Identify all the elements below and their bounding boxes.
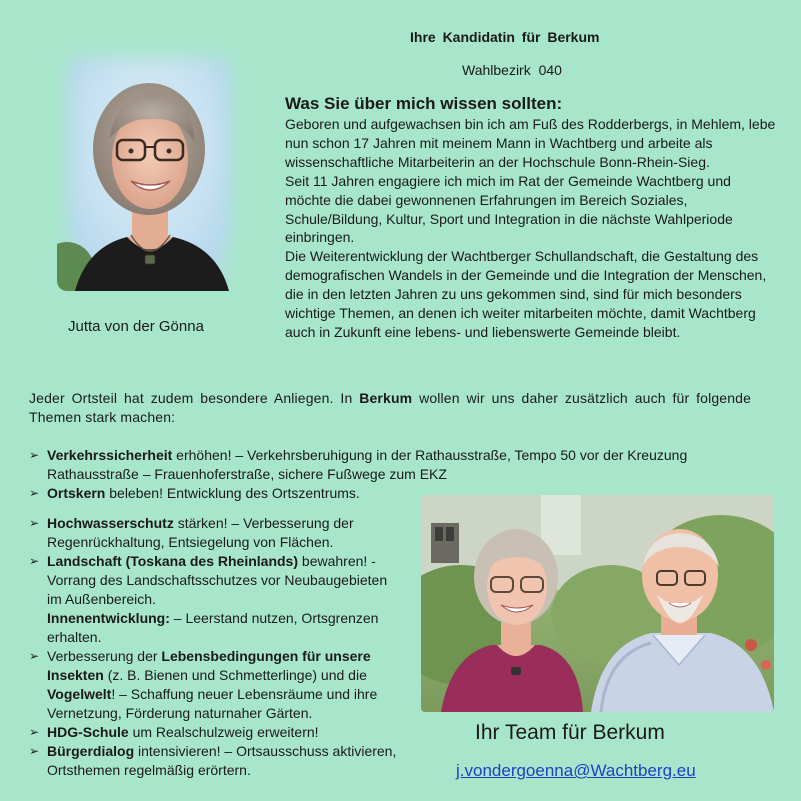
topic-text: bewahren! - Vorrang des Landschaftsschutzes vor Neubaugebieten im Außenbereich. (47, 553, 388, 607)
topic-keyword: Ortskern (47, 485, 106, 501)
topic-keyword: Hochwasserschutz (47, 515, 174, 531)
about-heading: Was Sie über mich wissen sollten: (285, 94, 563, 113)
topics-list-bottom (29, 514, 404, 780)
about-paragraph: Geboren und aufgewachsen bin ich am Fuß des Rodderbergs, in Mehlem, lebe nun schon 17 Jahren mit meinem Mann in Wachtberg und arbeite als wissenschaftliche Mitarbeiterin an der Hochschule Bonn-Rhein-Sieg. (285, 116, 776, 170)
candidate-name: Jutta von der Gönna (68, 318, 204, 335)
topic-keyword: Bürgerdialog (47, 743, 135, 759)
topic-text: Verbesserung der (47, 648, 162, 664)
topic-keyword: HDG-Schule (47, 724, 129, 740)
team-photo (421, 495, 774, 712)
arrowhead-bullet-icon: ➢ (29, 448, 40, 462)
list-item (29, 647, 404, 723)
topic-keyword: Innenentwicklung: (47, 610, 170, 626)
topic-keyword: Vogelwelt (47, 686, 112, 702)
about-paragraph: Die Weiterentwicklung der Wachtberger Schullandschaft, die Gestaltung des demografischen Wandels in der Gemeinde und die Integration der Menschen, die in den letzten Jahren zu uns gekommen sind, sind für mich besonders wichtige Themen, an denen ich weiter mitarbeiten möchte, damit Wachtberg auch in Zukunft eine lebens- und liebenswerte Gemeinde bleibt. (285, 248, 767, 340)
electoral-district: Wahlbezirk 040 (462, 62, 562, 78)
list-item (29, 446, 769, 484)
topic-keyword: Landschaft (Toskana des Rheinlands) (47, 553, 299, 569)
topic-text: um Realschulzweig erweitern! (128, 724, 319, 740)
topic-text: intensivieren! – Ortsausschuss aktivieren, Ortsthemen regelmäßig erörtern. (47, 743, 397, 778)
arrowhead-bullet-icon: ➢ (29, 486, 40, 500)
arrowhead-bullet-icon: ➢ (29, 649, 40, 663)
topic-text: – Leerstand nutzen, Ortsgrenzen erhalten. (47, 610, 379, 645)
about-paragraph: Seit 11 Jahren engagiere ich mich im Rat der Gemeinde Wachtberg und möchte die dabei gewonnenen Erfahrungen im Bereich Soziales, Schule/Bildung, Kultur, Sport und Integration in die nächste Wahlperiode einbringen. (285, 172, 733, 246)
team-caption: Ihr Team für Berkum (475, 721, 665, 744)
email-link[interactable]: j.vondergoenna@Wachtberg.eu (456, 761, 696, 780)
team-photo-illustration (421, 495, 774, 712)
topic-keyword: Lebensbedingungen für unsere Insekten (47, 648, 371, 683)
portrait-illustration (57, 47, 241, 291)
topic-text: (z. B. Bienen und Schmetterlinge) und die (103, 667, 367, 683)
topic-text: stärken! – Verbesserung der Regenrückhaltung, Entsiegelung von Flächen. (47, 515, 354, 550)
arrowhead-bullet-icon: ➢ (29, 554, 40, 568)
candidate-portrait (57, 47, 241, 291)
topic-keyword: Verkehrssicherheit (47, 447, 173, 463)
intro-before: Jeder Ortsteil hat zudem besondere Anliegen. In (29, 390, 360, 406)
list-item (29, 742, 404, 780)
intro-text (29, 389, 751, 427)
topic-text: beleben! Entwicklung des Ortszentrums. (105, 485, 360, 501)
list-item (29, 552, 404, 647)
list-item (29, 723, 404, 742)
list-item (29, 514, 404, 552)
intro-after: wollen wir uns daher zusätzlich auch für folgende Themen stark machen: (29, 390, 752, 425)
arrowhead-bullet-icon: ➢ (29, 516, 40, 530)
arrowhead-bullet-icon: ➢ (29, 725, 40, 739)
arrowhead-bullet-icon: ➢ (29, 744, 40, 758)
intro-bold: Berkum (359, 390, 413, 406)
topic-text: ! – Schaffung neuer Lebensräume und ihre Vernetzung, Förderung naturnaher Gärten. (47, 686, 378, 721)
about-text (285, 115, 780, 342)
topic-text: erhöhen! – Verkehrsberuhigung in der Rathausstraße, Tempo 50 vor der Kreuzung Rathausstraße – Frauenhoferstraße, sichere Fußwege zum EKZ (47, 447, 688, 482)
header-title: Ihre Kandidatin für Berkum (410, 29, 600, 45)
